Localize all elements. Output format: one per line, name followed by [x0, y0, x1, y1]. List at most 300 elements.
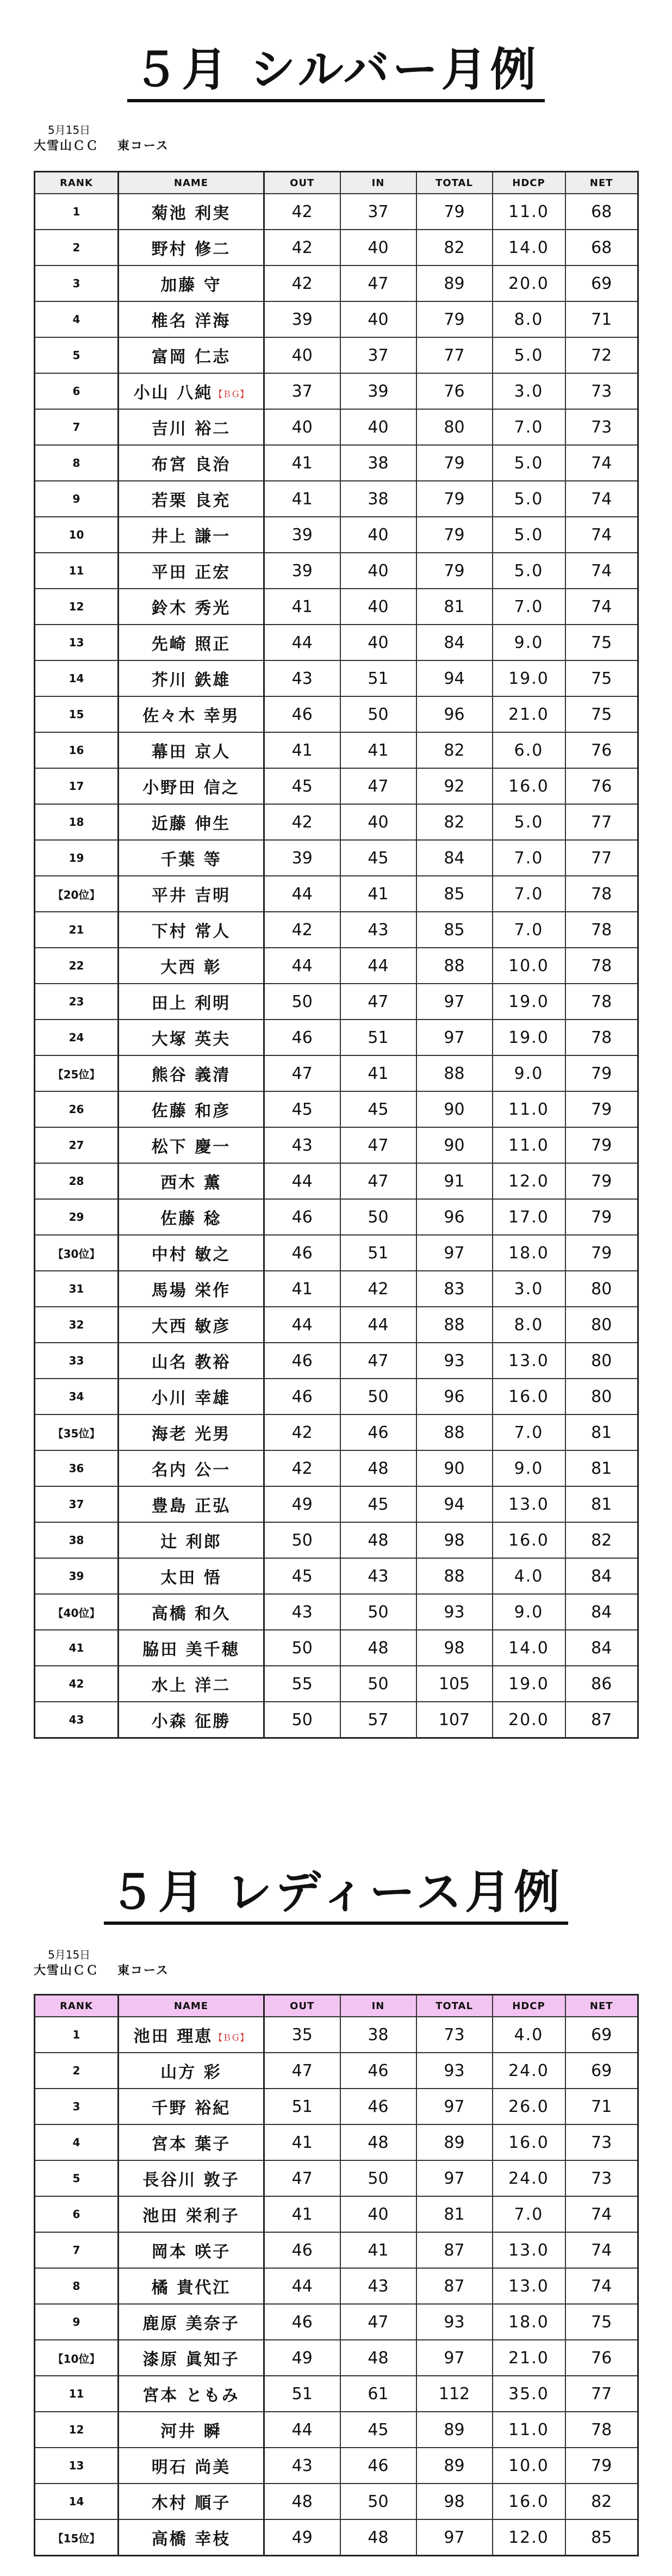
column-header-total: TOTAL [416, 1995, 493, 2017]
handicap-cell: 11.0 [493, 2412, 565, 2448]
out-score-cell: 42 [264, 1450, 340, 1486]
table-row [35, 1055, 638, 1091]
out-score-cell: 45 [264, 768, 340, 804]
table-row [35, 912, 638, 948]
net-score-cell: 72 [565, 337, 638, 373]
name-cell [119, 553, 264, 589]
in-score-cell: 40 [340, 517, 416, 553]
ladies-course-name: 東コース [117, 1964, 169, 1978]
total-score-cell: 97 [416, 2340, 493, 2376]
name-cell [119, 2124, 264, 2160]
net-score-cell: 79 [565, 1235, 638, 1271]
out-score-cell: 39 [264, 301, 340, 337]
net-score-cell: 80 [565, 1307, 638, 1343]
in-score-cell: 47 [340, 1163, 416, 1199]
ladies-title-text: ５月 レディース月例 [104, 1865, 568, 1925]
rank-cell: 9 [35, 481, 119, 517]
rank-cell: 24 [35, 1020, 119, 1055]
name-cell [119, 2053, 264, 2089]
name-cell [119, 517, 264, 553]
table-row [35, 2196, 638, 2232]
name-cell [119, 2519, 264, 2556]
total-score-cell: 91 [416, 1163, 493, 1199]
player-name: 小川 幸雄 [151, 1389, 231, 1408]
rank-cell: 13 [35, 625, 119, 660]
table-row [35, 804, 638, 840]
column-header-rank: RANK [35, 172, 119, 194]
total-score-cell: 77 [416, 337, 493, 373]
player-name: 富岡 仁志 [151, 348, 231, 367]
table-row [35, 2340, 638, 2376]
table-row [35, 2160, 638, 2196]
ladies-results-table [34, 1994, 639, 2556]
rank-cell: 6 [35, 2196, 119, 2232]
out-score-cell: 44 [264, 948, 340, 984]
player-name: 先崎 照正 [151, 635, 231, 654]
total-score-cell: 79 [416, 301, 493, 337]
in-score-cell: 46 [340, 2448, 416, 2484]
handicap-cell: 19.0 [493, 660, 565, 696]
total-score-cell: 97 [416, 2089, 493, 2124]
table-row [35, 445, 638, 481]
handicap-cell: 19.0 [493, 984, 565, 1020]
net-score-cell: 73 [565, 2124, 638, 2160]
rank-cell: 【10位】 [35, 2340, 119, 2376]
net-score-cell: 74 [565, 481, 638, 517]
in-score-cell: 50 [340, 1379, 416, 1414]
player-name: 小山 八純 [133, 384, 213, 403]
in-score-cell: 50 [340, 696, 416, 732]
table-row [35, 409, 638, 445]
net-score-cell: 84 [565, 1558, 638, 1594]
in-score-cell: 45 [340, 1486, 416, 1522]
rank-cell: 4 [35, 301, 119, 337]
ladies-title [0, 1865, 672, 1925]
net-score-cell: 76 [565, 2340, 638, 2376]
total-score-cell: 79 [416, 481, 493, 517]
total-score-cell: 96 [416, 1379, 493, 1414]
player-name: 木村 順子 [151, 2494, 231, 2513]
total-score-cell: 89 [416, 2124, 493, 2160]
player-name: 漆原 眞知子 [142, 2350, 240, 2369]
in-score-cell: 40 [340, 625, 416, 660]
out-score-cell: 41 [264, 589, 340, 625]
name-cell [119, 589, 264, 625]
net-score-cell: 76 [565, 768, 638, 804]
net-score-cell: 84 [565, 1594, 638, 1630]
table-row [35, 1414, 638, 1450]
in-score-cell: 44 [340, 1307, 416, 1343]
table-row [35, 1307, 638, 1343]
handicap-cell: 5.0 [493, 517, 565, 553]
player-name: 吉川 裕二 [151, 419, 231, 438]
net-score-cell: 80 [565, 1271, 638, 1307]
in-score-cell: 47 [340, 265, 416, 301]
out-score-cell: 44 [264, 2268, 340, 2304]
table-row [35, 1271, 638, 1307]
total-score-cell: 98 [416, 2484, 493, 2519]
player-name: 大西 敏彦 [151, 1317, 231, 1336]
table-row [35, 948, 638, 984]
name-cell [119, 912, 264, 948]
out-score-cell: 35 [264, 2017, 340, 2053]
player-name: 名内 公一 [151, 1461, 231, 1480]
best-gross-badge: 【ＢＧ】 [214, 389, 249, 399]
name-cell [119, 2484, 264, 2519]
name-cell [119, 984, 264, 1020]
rank-cell: 6 [35, 373, 119, 409]
table-row [35, 589, 638, 625]
total-score-cell: 73 [416, 2017, 493, 2053]
handicap-cell: 21.0 [493, 696, 565, 732]
column-header-in: IN [340, 1995, 416, 2017]
player-name: 大塚 英夫 [151, 1030, 231, 1049]
player-name: 千葉 等 [160, 850, 222, 869]
total-score-cell: 85 [416, 912, 493, 948]
rank-cell: 13 [35, 2448, 119, 2484]
rank-cell: 33 [35, 1343, 119, 1379]
player-name: 池田 栄利子 [142, 2207, 240, 2226]
table-row [35, 1091, 638, 1127]
player-name: 千野 裕紀 [151, 2099, 231, 2118]
name-cell [119, 2448, 264, 2484]
name-cell [119, 1163, 264, 1199]
table-row [35, 2124, 638, 2160]
player-name: 明石 尚美 [151, 2458, 231, 2477]
table-row [35, 1594, 638, 1630]
total-score-cell: 93 [416, 1594, 493, 1630]
table-row [35, 373, 638, 409]
in-score-cell: 46 [340, 2089, 416, 2124]
table-row [35, 2268, 638, 2304]
out-score-cell: 46 [264, 696, 340, 732]
in-score-cell: 45 [340, 1091, 416, 1127]
table-row [35, 2412, 638, 2448]
in-score-cell: 37 [340, 194, 416, 230]
name-cell [119, 1235, 264, 1271]
in-score-cell: 46 [340, 1414, 416, 1450]
table-row [35, 517, 638, 553]
rank-cell: 14 [35, 2484, 119, 2519]
table-row [35, 2089, 638, 2124]
net-score-cell: 76 [565, 732, 638, 768]
handicap-cell: 4.0 [493, 2017, 565, 2053]
in-score-cell: 50 [340, 2484, 416, 2519]
total-score-cell: 97 [416, 2160, 493, 2196]
in-score-cell: 43 [340, 1558, 416, 1594]
name-cell [119, 2412, 264, 2448]
handicap-cell: 5.0 [493, 553, 565, 589]
out-score-cell: 49 [264, 2340, 340, 2376]
net-score-cell: 82 [565, 1522, 638, 1558]
name-cell [119, 948, 264, 984]
total-score-cell: 80 [416, 409, 493, 445]
silver-results-table [34, 171, 639, 1739]
player-name: 近藤 伸生 [151, 814, 231, 833]
total-score-cell: 87 [416, 2232, 493, 2268]
name-cell [119, 804, 264, 840]
in-score-cell: 38 [340, 481, 416, 517]
player-name: 佐々木 幸男 [142, 707, 240, 726]
net-score-cell: 74 [565, 2232, 638, 2268]
in-score-cell: 51 [340, 1235, 416, 1271]
column-header-out: OUT [264, 1995, 340, 2017]
name-cell [119, 1055, 264, 1091]
name-cell [119, 2160, 264, 2196]
out-score-cell: 49 [264, 2519, 340, 2556]
rank-cell: 26 [35, 1091, 119, 1127]
player-name: 西木 薫 [160, 1173, 222, 1193]
handicap-cell: 5.0 [493, 337, 565, 373]
out-score-cell: 41 [264, 445, 340, 481]
in-score-cell: 38 [340, 445, 416, 481]
player-name: 佐藤 和彦 [151, 1102, 231, 1121]
name-cell [119, 2268, 264, 2304]
in-score-cell: 40 [340, 230, 416, 265]
table-row [35, 2448, 638, 2484]
rank-cell: 5 [35, 2160, 119, 2196]
handicap-cell: 35.0 [493, 2376, 565, 2412]
name-cell [119, 2017, 264, 2053]
player-name: 岡本 咲子 [151, 2243, 231, 2262]
net-score-cell: 79 [565, 1199, 638, 1235]
handicap-cell: 13.0 [493, 2232, 565, 2268]
player-name: 高橋 和久 [151, 1604, 231, 1623]
handicap-cell: 13.0 [493, 1486, 565, 1522]
in-score-cell: 46 [340, 2053, 416, 2089]
out-score-cell: 46 [264, 1199, 340, 1235]
net-score-cell: 79 [565, 1091, 638, 1127]
table-row [35, 1020, 638, 1055]
name-cell [119, 1486, 264, 1522]
in-score-cell: 48 [340, 2340, 416, 2376]
out-score-cell: 41 [264, 732, 340, 768]
name-cell [119, 230, 264, 265]
table-row [35, 1199, 638, 1235]
net-score-cell: 78 [565, 984, 638, 1020]
net-score-cell: 74 [565, 2268, 638, 2304]
rank-cell: 【35位】 [35, 1414, 119, 1450]
out-score-cell: 46 [264, 1020, 340, 1055]
table-row [35, 984, 638, 1020]
name-cell [119, 1450, 264, 1486]
in-score-cell: 50 [340, 1199, 416, 1235]
total-score-cell: 89 [416, 2448, 493, 2484]
net-score-cell: 77 [565, 804, 638, 840]
best-gross-badge: 【ＢＧ】 [214, 2033, 249, 2043]
table-row [35, 840, 638, 876]
rank-cell: 10 [35, 517, 119, 553]
handicap-cell: 4.0 [493, 1558, 565, 1594]
ladies-club-name: 大雪山ＣＣ [34, 1964, 99, 1978]
player-name: 海老 光男 [151, 1425, 231, 1444]
handicap-cell: 16.0 [493, 2124, 565, 2160]
total-score-cell: 107 [416, 1702, 493, 1738]
rank-cell: 7 [35, 409, 119, 445]
net-score-cell: 74 [565, 589, 638, 625]
out-score-cell: 44 [264, 625, 340, 660]
rank-cell: 41 [35, 1630, 119, 1666]
player-name: 脇田 美千穂 [142, 1640, 240, 1659]
silver-header-row [35, 172, 638, 194]
table-row [35, 696, 638, 732]
player-name: 太田 悟 [160, 1568, 222, 1587]
name-cell [119, 1307, 264, 1343]
net-score-cell: 68 [565, 230, 638, 265]
net-score-cell: 85 [565, 2519, 638, 2556]
table-row [35, 1666, 638, 1702]
name-cell [119, 2232, 264, 2268]
name-cell [119, 2089, 264, 2124]
net-score-cell: 74 [565, 445, 638, 481]
rank-cell: 【40位】 [35, 1594, 119, 1630]
rank-cell: 32 [35, 1307, 119, 1343]
handicap-cell: 16.0 [493, 2484, 565, 2519]
in-score-cell: 43 [340, 912, 416, 948]
total-score-cell: 94 [416, 1486, 493, 1522]
out-score-cell: 44 [264, 1307, 340, 1343]
name-cell [119, 1199, 264, 1235]
table-row [35, 876, 638, 912]
silver-results-body [35, 194, 638, 1738]
total-score-cell: 94 [416, 660, 493, 696]
table-row [35, 301, 638, 337]
handicap-cell: 9.0 [493, 1055, 565, 1091]
out-score-cell: 42 [264, 194, 340, 230]
net-score-cell: 79 [565, 1055, 638, 1091]
name-cell [119, 1271, 264, 1307]
silver-course-name: 東コース [117, 139, 169, 153]
table-row [35, 1450, 638, 1486]
handicap-cell: 26.0 [493, 2089, 565, 2124]
net-score-cell: 71 [565, 301, 638, 337]
out-score-cell: 49 [264, 1486, 340, 1522]
out-score-cell: 47 [264, 1055, 340, 1091]
total-score-cell: 79 [416, 445, 493, 481]
handicap-cell: 7.0 [493, 876, 565, 912]
out-score-cell: 45 [264, 1091, 340, 1127]
rank-cell: 21 [35, 912, 119, 948]
net-score-cell: 75 [565, 2304, 638, 2340]
player-name: 中村 敏之 [151, 1245, 231, 1264]
handicap-cell: 14.0 [493, 1630, 565, 1666]
net-score-cell: 69 [565, 2053, 638, 2089]
handicap-cell: 7.0 [493, 589, 565, 625]
name-cell [119, 732, 264, 768]
player-name: 小野田 信之 [142, 779, 240, 798]
table-row [35, 1522, 638, 1558]
in-score-cell: 50 [340, 2160, 416, 2196]
net-score-cell: 87 [565, 1702, 638, 1738]
total-score-cell: 98 [416, 1630, 493, 1666]
rank-cell: 【20位】 [35, 876, 119, 912]
total-score-cell: 84 [416, 625, 493, 660]
table-row [35, 337, 638, 373]
rank-cell: 3 [35, 2089, 119, 2124]
rank-cell: 39 [35, 1558, 119, 1594]
rank-cell: 12 [35, 2412, 119, 2448]
net-score-cell: 79 [565, 1163, 638, 1199]
in-score-cell: 40 [340, 804, 416, 840]
net-score-cell: 77 [565, 840, 638, 876]
player-name: 芥川 鉄雄 [151, 671, 231, 690]
in-score-cell: 44 [340, 948, 416, 984]
net-score-cell: 74 [565, 517, 638, 553]
table-row [35, 553, 638, 589]
rank-cell: 17 [35, 768, 119, 804]
out-score-cell: 42 [264, 804, 340, 840]
rank-cell: 27 [35, 1127, 119, 1163]
name-cell [119, 445, 264, 481]
total-score-cell: 90 [416, 1127, 493, 1163]
name-cell [119, 1020, 264, 1055]
player-name: 池田 理恵 [133, 2027, 213, 2046]
out-score-cell: 41 [264, 2124, 340, 2160]
handicap-cell: 14.0 [493, 230, 565, 265]
net-score-cell: 75 [565, 660, 638, 696]
in-score-cell: 41 [340, 2232, 416, 2268]
handicap-cell: 9.0 [493, 1594, 565, 1630]
total-score-cell: 96 [416, 1199, 493, 1235]
table-row [35, 1163, 638, 1199]
net-score-cell: 80 [565, 1343, 638, 1379]
ladies-header-row [35, 1995, 638, 2017]
ladies-course-line [34, 1963, 169, 1979]
name-cell [119, 265, 264, 301]
handicap-cell: 6.0 [493, 732, 565, 768]
handicap-cell: 12.0 [493, 1163, 565, 1199]
rank-cell: 15 [35, 696, 119, 732]
column-header-total: TOTAL [416, 172, 493, 194]
name-cell [119, 1127, 264, 1163]
total-score-cell: 79 [416, 517, 493, 553]
name-cell [119, 301, 264, 337]
in-score-cell: 45 [340, 2412, 416, 2448]
in-score-cell: 48 [340, 2519, 416, 2556]
table-row [35, 625, 638, 660]
name-cell [119, 1666, 264, 1702]
out-score-cell: 44 [264, 2412, 340, 2448]
handicap-cell: 19.0 [493, 1666, 565, 1702]
player-name: 若栗 良充 [151, 491, 231, 510]
handicap-cell: 16.0 [493, 1522, 565, 1558]
total-score-cell: 98 [416, 1522, 493, 1558]
handicap-cell: 11.0 [493, 194, 565, 230]
player-name: 橘 貴代江 [151, 2278, 231, 2297]
out-score-cell: 51 [264, 2376, 340, 2412]
handicap-cell: 24.0 [493, 2053, 565, 2089]
in-score-cell: 40 [340, 589, 416, 625]
handicap-cell: 7.0 [493, 840, 565, 876]
in-score-cell: 41 [340, 876, 416, 912]
total-score-cell: 97 [416, 2519, 493, 2556]
in-score-cell: 41 [340, 1055, 416, 1091]
handicap-cell: 13.0 [493, 1343, 565, 1379]
player-name: 水上 洋二 [151, 1676, 231, 1695]
handicap-cell: 11.0 [493, 1091, 565, 1127]
total-score-cell: 93 [416, 2053, 493, 2089]
total-score-cell: 93 [416, 2304, 493, 2340]
net-score-cell: 80 [565, 1379, 638, 1414]
handicap-cell: 8.0 [493, 1307, 565, 1343]
rank-cell: 2 [35, 230, 119, 265]
net-score-cell: 74 [565, 553, 638, 589]
net-score-cell: 81 [565, 1414, 638, 1450]
handicap-cell: 13.0 [493, 2268, 565, 2304]
table-row [35, 1486, 638, 1522]
total-score-cell: 85 [416, 876, 493, 912]
name-cell [119, 1414, 264, 1450]
